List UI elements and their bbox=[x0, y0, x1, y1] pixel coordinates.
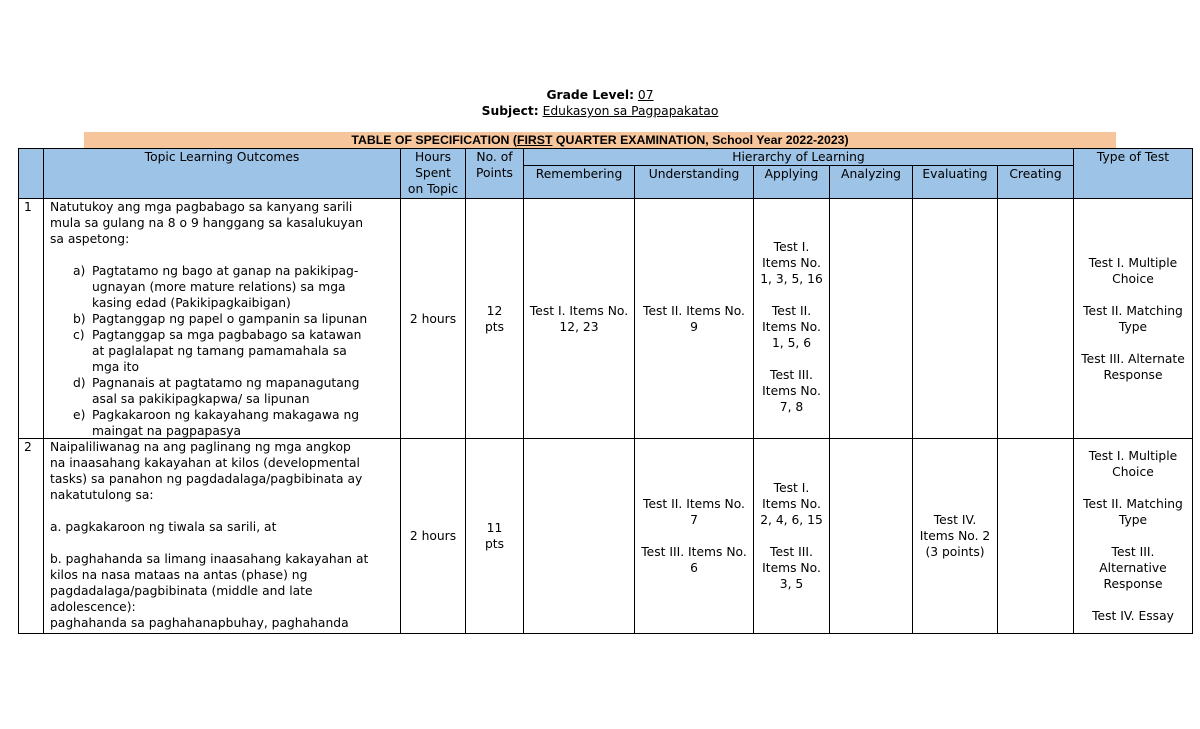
test-item-group bbox=[760, 239, 823, 287]
table-of-specification bbox=[18, 148, 1193, 634]
test-item-line: 2, 4, 6, 15 bbox=[760, 513, 823, 527]
topic-learning-outcomes-heading: Topic Learning Outcomes bbox=[144, 150, 300, 164]
test-item-line: Items No. 2 bbox=[919, 529, 991, 543]
test-item-line: Items No. bbox=[762, 561, 821, 575]
cell-applying bbox=[754, 439, 830, 634]
cell-remembering bbox=[524, 199, 635, 439]
type-of-test-heading: Type of Test bbox=[1096, 150, 1170, 164]
table-title-banner bbox=[84, 132, 1116, 148]
test-item-line: 3, 5 bbox=[779, 577, 804, 591]
banner-title-quarter: FIRST bbox=[516, 133, 553, 147]
points-value: 11 bbox=[486, 521, 503, 535]
grade-level-value: 07 bbox=[637, 88, 654, 102]
outcome-line: Natutukoy ang mga pagbabago sa kanyang sarili bbox=[50, 200, 353, 214]
test-item-line: Items No. bbox=[762, 497, 821, 511]
test-type-line: Type bbox=[1118, 319, 1148, 334]
outcome-list-item bbox=[50, 327, 400, 375]
outcome-list-item bbox=[50, 407, 400, 438]
test-item-line: Test III. bbox=[770, 545, 813, 559]
subject-label: Subject: bbox=[481, 104, 539, 118]
test-item-line: 7, 8 bbox=[779, 399, 804, 414]
header-cell-hours bbox=[401, 149, 466, 199]
test-item-line: 1, 5, 6 bbox=[771, 335, 812, 350]
test-type-line: Choice bbox=[1112, 465, 1154, 479]
cell-hours bbox=[401, 199, 466, 439]
header-cell-creating bbox=[998, 166, 1074, 199]
cell-analyzing bbox=[830, 439, 913, 634]
outcome-line: nakatutulong sa: bbox=[50, 488, 154, 502]
header-cell-evaluating bbox=[913, 166, 998, 199]
hours-heading-line: on Topic bbox=[407, 182, 459, 196]
test-item-line: Test I. Items No. bbox=[529, 303, 629, 318]
test-type-line: Type bbox=[1118, 513, 1148, 527]
list-item-line: asal sa pakikipagkapwa/ sa lipunan bbox=[92, 392, 310, 406]
cell-applying bbox=[754, 199, 830, 439]
test-item-line: Items No. bbox=[762, 319, 821, 334]
test-item-line: 1, 3, 5, 16 bbox=[760, 271, 823, 286]
points-unit: pts bbox=[484, 319, 505, 334]
applying-heading: Applying bbox=[764, 167, 819, 181]
list-marker: e) bbox=[73, 408, 86, 422]
test-type-line: Alternative bbox=[1099, 561, 1167, 575]
list-item-line: ugnayan (more mature relations) sa mga bbox=[92, 280, 346, 294]
test-type-group bbox=[1081, 351, 1185, 383]
cell-creating bbox=[998, 199, 1074, 439]
cell-hours bbox=[401, 439, 466, 634]
cell-remembering bbox=[524, 439, 635, 634]
test-item-line: 7 bbox=[690, 513, 698, 527]
hours-heading-line: Spent bbox=[415, 166, 451, 180]
banner-title-suffix: QUARTER EXAMINATION, School Year 2022-2023) bbox=[552, 133, 849, 147]
list-item-line: Pagnanais at pagtatamo ng mapanagutang bbox=[92, 376, 360, 390]
creating-heading: Creating bbox=[1009, 167, 1062, 181]
header-cell-topic bbox=[44, 149, 401, 199]
test-type-line: Test III. Alternate bbox=[1081, 351, 1185, 366]
hours-value: 2 hours bbox=[409, 529, 457, 543]
cell-type-of-test bbox=[1074, 199, 1193, 439]
header-cell-type-of-test bbox=[1074, 149, 1193, 199]
list-item-line: Pagkakaroon ng kakayahang makagawa ng bbox=[92, 408, 360, 422]
header-cell-number bbox=[19, 149, 44, 199]
list-item-line: mga ito bbox=[92, 360, 139, 374]
test-item-line: 12, 23 bbox=[559, 319, 599, 334]
test-item-line: Test I. bbox=[773, 239, 810, 254]
table-row bbox=[19, 439, 1193, 634]
banner-title-prefix: TABLE OF SPECIFICATION ( bbox=[351, 133, 517, 147]
header-cell-analyzing bbox=[830, 166, 913, 199]
outcome-list-item bbox=[50, 375, 400, 407]
test-item-line: Items No. bbox=[762, 383, 821, 398]
test-item-group bbox=[762, 544, 821, 592]
test-item-line: Test II. bbox=[771, 303, 812, 318]
list-marker: b) bbox=[73, 312, 86, 326]
test-item-group bbox=[762, 367, 821, 415]
test-type-group bbox=[1083, 496, 1183, 528]
grade-level-label: Grade Level: bbox=[546, 88, 634, 102]
outcome-line: adolescence): bbox=[50, 600, 136, 614]
table-header bbox=[19, 149, 1193, 199]
test-type-group bbox=[1099, 544, 1166, 592]
points-unit: pts bbox=[484, 537, 505, 551]
evaluating-heading: Evaluating bbox=[922, 167, 988, 181]
cell-number bbox=[19, 439, 44, 634]
outcome-line: sa aspetong: bbox=[50, 232, 130, 246]
test-item-line: Test I. bbox=[773, 481, 810, 495]
outcome-line: a. pagkakaroon ng tiwala sa sarili, at bbox=[50, 520, 277, 534]
test-type-line: Response bbox=[1103, 577, 1163, 591]
outcome-line: tasks) sa panahon ng pagdadalaga/pagbibinata ay bbox=[50, 472, 363, 486]
test-type-group bbox=[1083, 303, 1183, 335]
test-item-group bbox=[643, 496, 745, 528]
test-type-line: Response bbox=[1103, 367, 1163, 382]
cell-evaluating bbox=[913, 199, 998, 439]
table-row bbox=[19, 199, 1193, 439]
test-item-line: Test II. Items No. bbox=[643, 303, 745, 318]
header-row bbox=[19, 149, 1193, 166]
cell-evaluating bbox=[913, 439, 998, 634]
header-cell-remembering bbox=[524, 166, 635, 199]
outcome-list-item bbox=[50, 311, 400, 327]
outcome-line: paghahanda sa paghahanapbuhay, paghahanda bbox=[50, 616, 349, 630]
test-item-group bbox=[641, 544, 747, 576]
cell-points bbox=[466, 199, 524, 439]
test-item-line: Test III. Items No. bbox=[641, 545, 747, 559]
test-type-group bbox=[1089, 448, 1177, 480]
list-item-line: maingat na pagpapasya bbox=[92, 424, 242, 438]
outcome-line: kilos na nasa mataas na antas (phase) ng bbox=[50, 568, 308, 582]
test-item-line: Items No. bbox=[762, 255, 821, 270]
outcome-line: na inaasahang kakayahan at kilos (developmental bbox=[50, 456, 360, 470]
hours-heading-line: Hours bbox=[414, 150, 452, 164]
test-type-line: Test I. Multiple bbox=[1088, 449, 1178, 463]
points-heading-line: Points bbox=[476, 166, 513, 180]
row-number: 1 bbox=[24, 200, 32, 214]
list-item-line: Pagtanggap sa mga pagbabago sa katawan bbox=[92, 328, 362, 342]
subject-value: Edukasyon sa Pagpapakatao bbox=[542, 104, 719, 118]
test-type-line: Test I. Multiple bbox=[1088, 255, 1178, 270]
list-marker: a) bbox=[73, 264, 86, 278]
cell-creating bbox=[998, 439, 1074, 634]
list-item-line: Pagtanggap ng papel o gampanin sa lipunan bbox=[92, 312, 368, 326]
test-item-group bbox=[762, 303, 821, 351]
test-item-line: 9 bbox=[690, 319, 698, 334]
header-cell-hierarchy bbox=[524, 149, 1074, 166]
list-item-line: Pagtatamo ng bago at ganap na pakikipag- bbox=[92, 264, 359, 278]
test-item-group bbox=[530, 303, 628, 335]
list-marker: c) bbox=[73, 328, 85, 342]
outcome-line: pagdadalaga/pagbibinata (middle and late bbox=[50, 584, 313, 598]
test-type-line: Test IV. Essay bbox=[1092, 609, 1174, 623]
test-type-line: Test II. Matching bbox=[1083, 497, 1183, 511]
hours-value: 2 hours bbox=[409, 311, 457, 326]
cell-points bbox=[466, 439, 524, 634]
test-item-line: Test III. bbox=[770, 367, 813, 382]
grade-level bbox=[0, 87, 1200, 103]
row-number: 2 bbox=[24, 440, 32, 454]
remembering-heading: Remembering bbox=[535, 167, 623, 181]
test-item-group bbox=[760, 480, 823, 528]
test-type-line: Test II. Matching bbox=[1083, 303, 1183, 318]
outcome-line: mula sa gulang na 8 o 9 hanggang sa kasalukuyan bbox=[50, 216, 364, 230]
test-type-line: Test III. bbox=[1111, 545, 1155, 559]
cell-understanding bbox=[635, 199, 754, 439]
header-cell-points bbox=[466, 149, 524, 199]
list-item-line: at paglalapat ng tamang pamamahala sa bbox=[92, 344, 347, 358]
test-item-group bbox=[643, 303, 745, 335]
outcome-line: b. paghahanda sa limang inaasahang kakayahan at bbox=[50, 552, 369, 566]
list-item-line: kasing edad (Pakikipagkaibigan) bbox=[92, 296, 291, 310]
test-item-line: Test IV. bbox=[933, 513, 977, 527]
test-item-line: Test II. Items No. bbox=[643, 497, 745, 511]
points-value: 12 bbox=[486, 303, 503, 318]
test-item-line: 6 bbox=[690, 561, 698, 575]
cell-outcome bbox=[44, 439, 401, 634]
cell-analyzing bbox=[830, 199, 913, 439]
points-heading-line: No. of bbox=[476, 150, 513, 164]
test-type-group bbox=[1089, 255, 1177, 287]
outcome-line: Naipaliliwanag na ang paglinang ng mga angkop bbox=[50, 440, 351, 454]
test-type-line: Choice bbox=[1112, 271, 1154, 286]
subject bbox=[0, 103, 1200, 119]
analyzing-heading: Analyzing bbox=[841, 167, 901, 181]
cell-understanding bbox=[635, 439, 754, 634]
hierarchy-of-learning-heading: Hierarchy of Learning bbox=[732, 150, 865, 164]
header-cell-applying bbox=[754, 166, 830, 199]
cell-number bbox=[19, 199, 44, 439]
cell-outcome bbox=[44, 199, 401, 439]
list-marker: d) bbox=[73, 376, 86, 390]
test-item-line: (3 points) bbox=[925, 545, 985, 559]
test-item-group bbox=[920, 512, 990, 560]
cell-type-of-test bbox=[1074, 439, 1193, 634]
test-type-group bbox=[1092, 608, 1174, 624]
outcome-list-item bbox=[50, 263, 400, 311]
header-cell-understanding bbox=[635, 166, 754, 199]
understanding-heading: Understanding bbox=[648, 167, 740, 181]
